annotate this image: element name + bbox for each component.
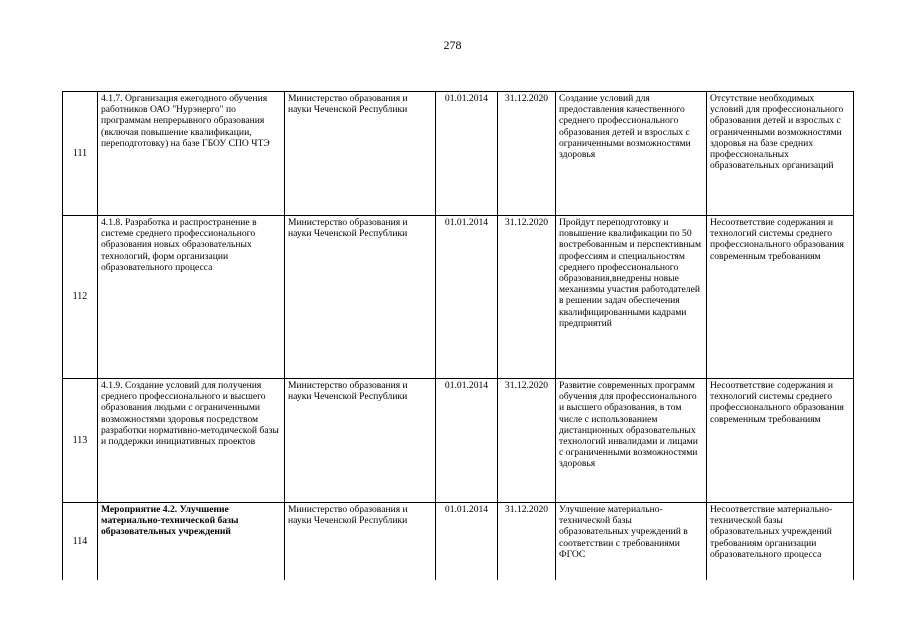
table-row — [63, 92, 854, 216]
result-cell: Пройдут переподготовку и повышение квалификации по 50 востребованным и перспективным профессиям и специальностям среднего профессионального образования,внедрены новые механизмы участия работодателей в решении задач обеспечения квалифицированными кадрами предприятий — [556, 216, 707, 379]
table-row — [63, 379, 854, 503]
start-date-cell: 01.01.2014 — [436, 92, 498, 216]
executor-cell: Министерство образования и науки Чеченской Республики — [285, 216, 436, 379]
program-table — [62, 91, 854, 580]
row-number: 114 — [63, 503, 98, 580]
end-date-cell: 31.12.2020 — [498, 216, 556, 379]
row-number: 113 — [63, 379, 98, 503]
end-date-cell: 31.12.2020 — [498, 379, 556, 503]
activity-cell: 4.1.9. Создание условий для получения среднего профессионального и высшего образования людьми с ограниченными возможностями здоровья посредством разработки нормативно-методической базы и поддержки инициативных проектов — [98, 379, 285, 503]
result-cell: Развитие современных программ обучения для профессионального и высшего образования, в том числе с использованием дистанционных образовательных технологий инвалидами и лицами с ограниченными возможностями здоровья — [556, 379, 707, 503]
executor-cell: Министерство образования и науки Чеченской Республики — [285, 92, 436, 216]
start-date-cell: 01.01.2014 — [436, 216, 498, 379]
executor-cell: Министерство образования и науки Чеченской Республики — [285, 379, 436, 503]
row-number: 111 — [63, 92, 98, 216]
end-date-cell: 31.12.2020 — [498, 92, 556, 216]
activity-cell: 4.1.7. Организация ежегодного обучения работников ОАО "Нурэнерго" по программам непрерывного образования (включая повышение квалификации, переподготовку) на базе ГБОУ СПО ЧТЭ — [98, 92, 285, 216]
page-number: 278 — [443, 38, 462, 52]
table-row — [63, 503, 854, 580]
consequence-cell: Несоответствие материально-технической базы образовательных учреждений требованиям организации образовательного процесса — [707, 503, 854, 580]
row-number: 112 — [63, 216, 98, 379]
result-cell: Улучшение материально-технической базы образовательных учреждений в соответствии с требованиями ФГОС — [556, 503, 707, 580]
consequence-cell: Отсутствие необходимых условий для профессионального образования детей и взрослых с ограниченными возможностями здоровья на базе средних профессиональных образовательных организаций — [707, 92, 854, 216]
end-date-cell: 31.12.2020 — [498, 503, 556, 580]
consequence-cell: Несоответствие содержания и технологий системы среднего профессионального образования современным требованиям — [707, 216, 854, 379]
activity-cell: 4.1.8. Разработка и распространение в системе среднего профессионального образования новых образовательных технологий, форм организации образовательного процесса — [98, 216, 285, 379]
start-date-cell: 01.01.2014 — [436, 379, 498, 503]
executor-cell: Министерство образования и науки Чеченской Республики — [285, 503, 436, 580]
activity-cell: Мероприятие 4.2. Улучшение материально-технической базы образовательных учреждений — [98, 503, 285, 580]
result-cell: Создание условий для предоставления качественного среднего профессионального образования детей и взрослых с ограниченными возможностями здоровья — [556, 92, 707, 216]
table-row — [63, 216, 854, 379]
start-date-cell: 01.01.2014 — [436, 503, 498, 580]
consequence-cell: Несоответствие содержания и технологий системы среднего профессионального образования современным требованиям — [707, 379, 854, 503]
